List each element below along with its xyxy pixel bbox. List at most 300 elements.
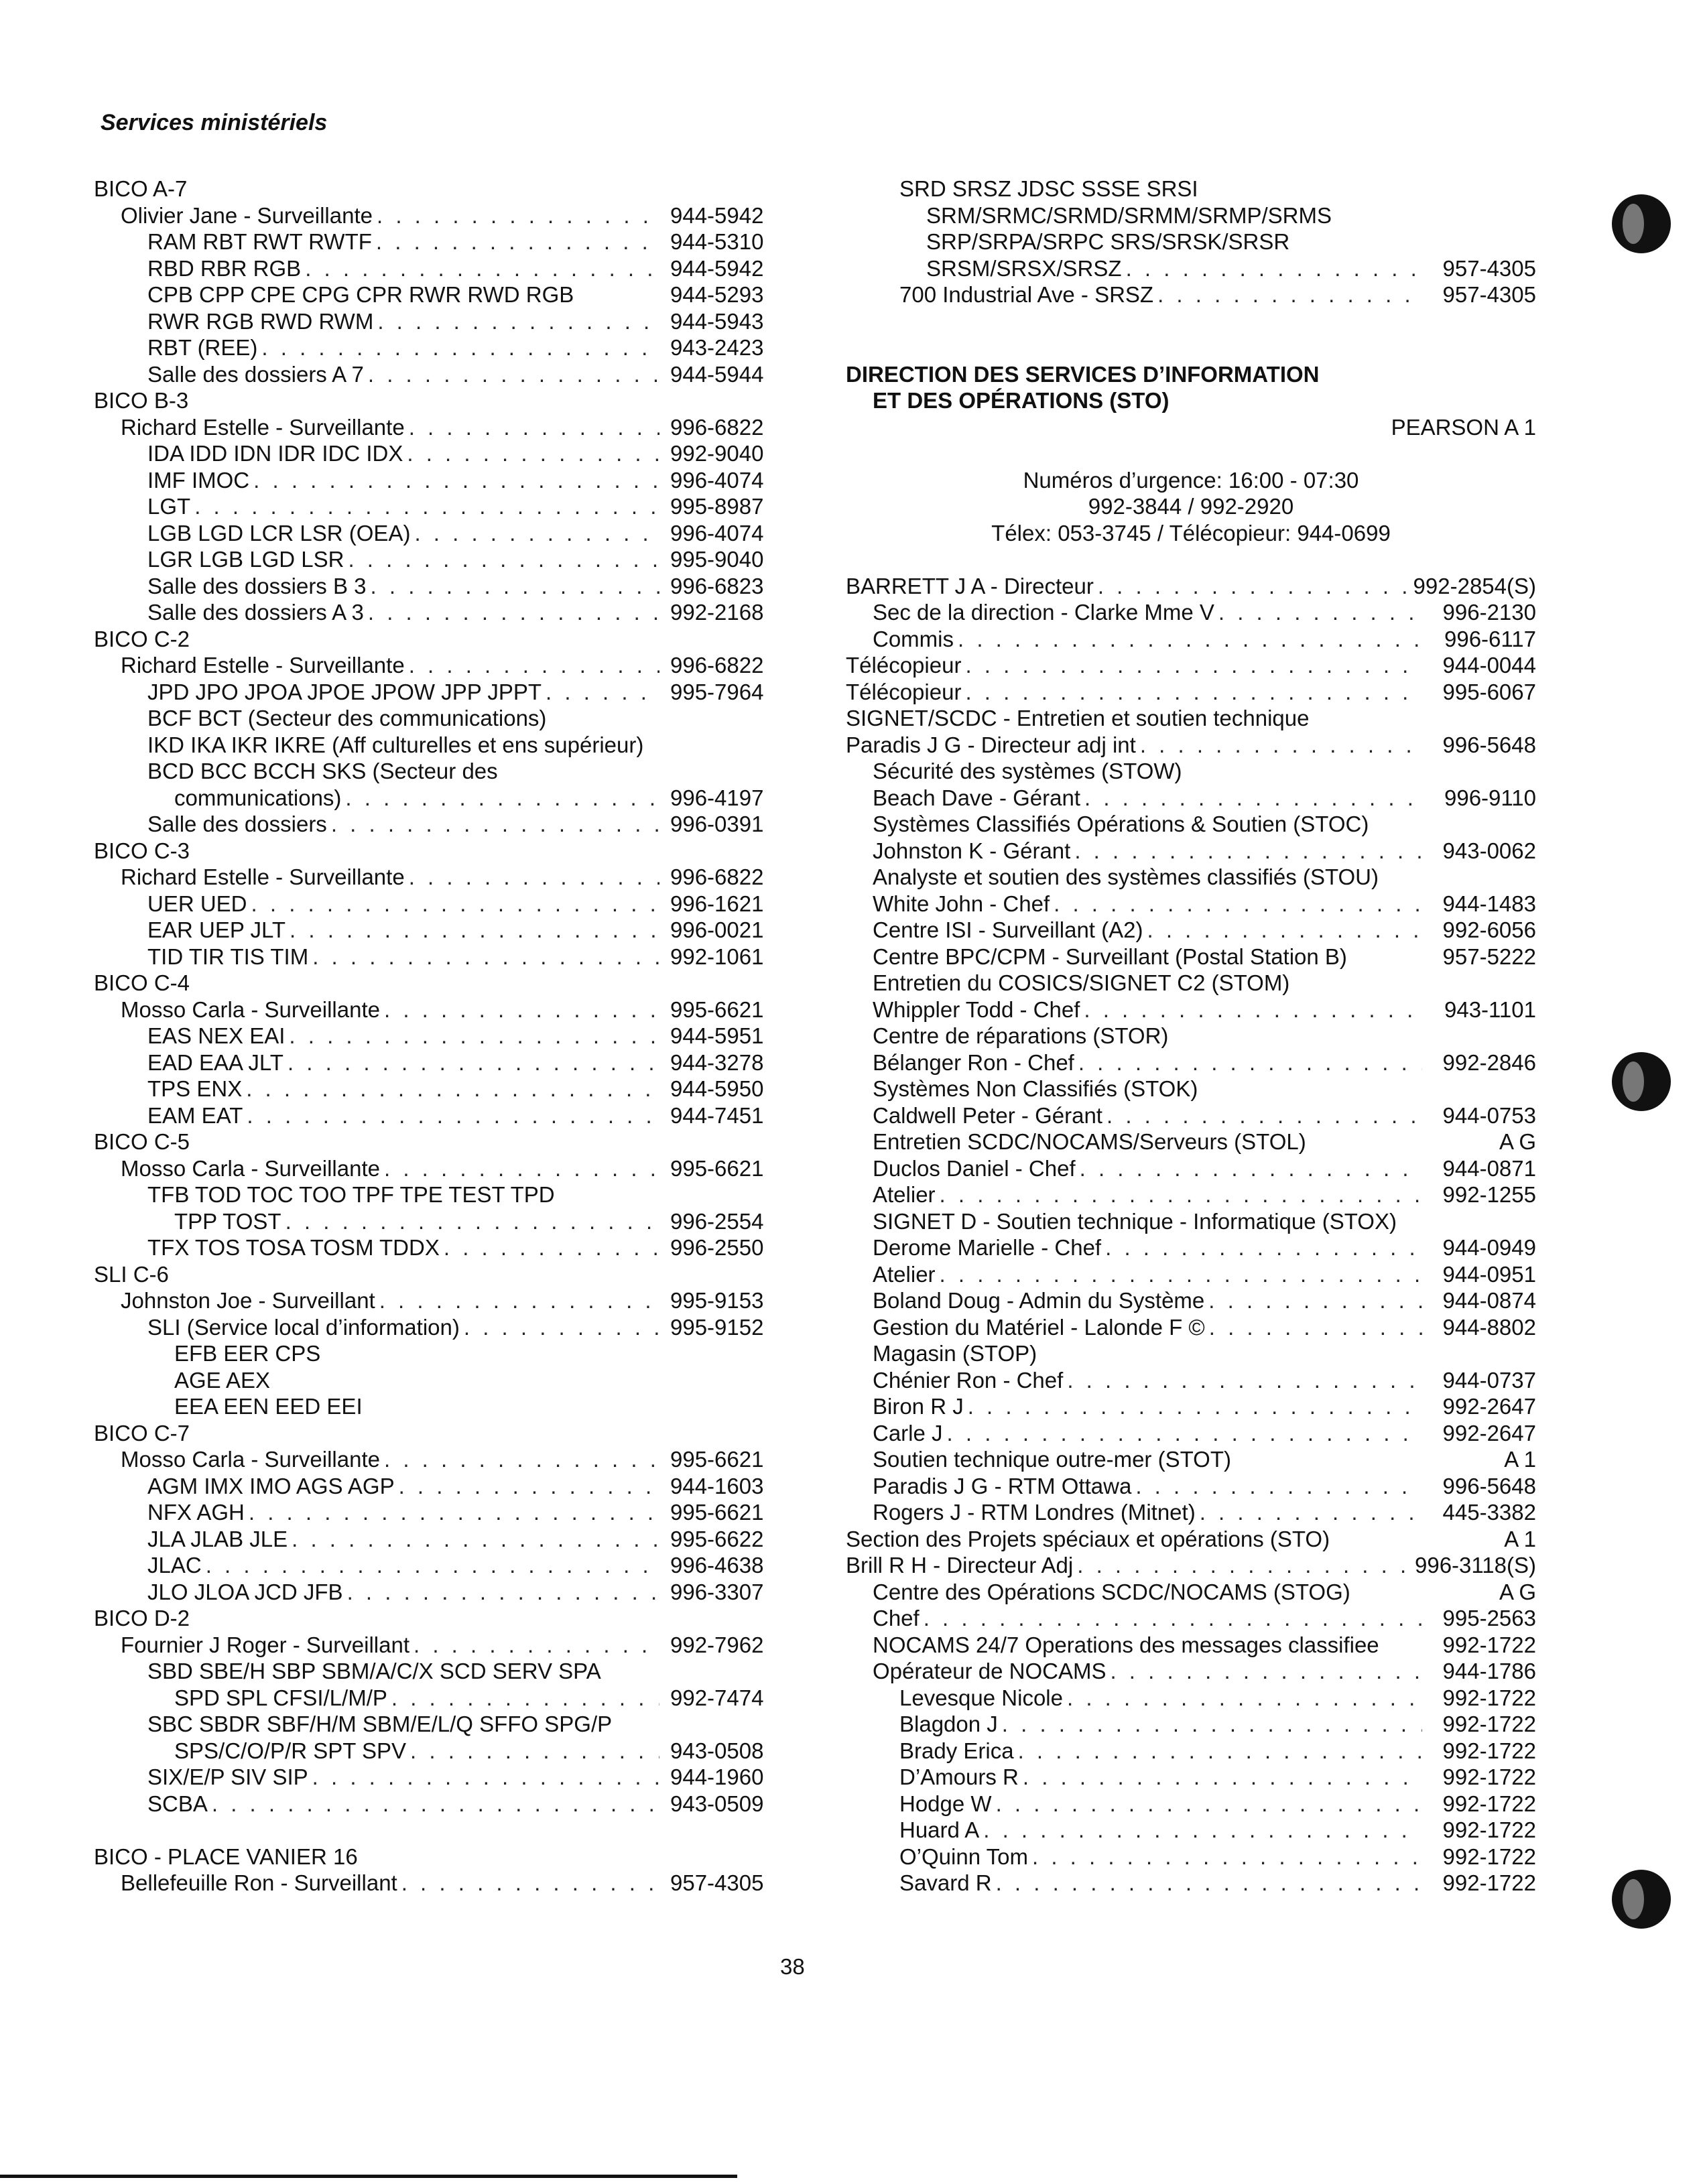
leader-dots — [1067, 1685, 1422, 1712]
leader-dots — [1080, 1155, 1422, 1182]
directory-row — [94, 1234, 784, 1261]
entry-label: NOCAMS 24/7 Operations des messages classifiee — [873, 1632, 1379, 1657]
entry-label: SBD SBE/H SBP SBM/A/C/X SCD SERV SPA — [147, 1659, 601, 1683]
leader-dots — [251, 891, 659, 917]
entry-label: TID TIR TIS TIM — [147, 944, 309, 969]
entry-phone-number: 996-2554 — [670, 1208, 764, 1234]
directory-row — [94, 1208, 784, 1235]
directory-row — [846, 493, 1536, 520]
entry-phone-number: 992-2647 — [1442, 1394, 1536, 1419]
directory-row — [846, 1870, 1536, 1897]
directory-row — [94, 652, 784, 679]
directory-row — [846, 1129, 1536, 1155]
leader-dots — [288, 1049, 659, 1076]
entry-phone-number: 944-1483 — [1442, 891, 1536, 916]
entry-label: SPD SPL CFSI/L/M/P — [174, 1685, 387, 1710]
leader-dots — [253, 467, 659, 494]
directory-row — [94, 811, 784, 838]
entry-phone-number: 957-5222 — [1442, 944, 1536, 969]
entry-phone-number: 957-4305 — [670, 1870, 764, 1895]
directory-row — [94, 1632, 784, 1659]
entry-label: JLA JLAB JLE — [147, 1526, 288, 1551]
directory-row — [94, 334, 784, 361]
directory-row — [846, 387, 1536, 414]
entry-label: communications) — [174, 785, 342, 810]
directory-row — [94, 1393, 784, 1420]
directory-row — [94, 255, 784, 282]
leader-dots — [1067, 1367, 1422, 1394]
leader-dots — [924, 1605, 1422, 1632]
entry-phone-number: 944-0949 — [1442, 1235, 1536, 1260]
directory-row — [846, 1526, 1536, 1553]
directory-row — [846, 176, 1536, 202]
entry-label: Bélanger Ron - Chef — [873, 1049, 1074, 1075]
leader-dots — [331, 811, 659, 838]
directory-row — [846, 1314, 1536, 1341]
entry-label: Fournier J Roger - Surveillant — [121, 1632, 409, 1657]
directory-row — [846, 1049, 1536, 1076]
entry-label: RAM RBT RWT RWTF — [147, 229, 372, 254]
entry-label: Brady Erica — [899, 1738, 1014, 1763]
directory-row — [846, 1579, 1536, 1606]
directory-row — [94, 308, 784, 335]
leader-dots — [1077, 1552, 1408, 1579]
directory-row — [94, 1446, 784, 1473]
entry-label: AGM IMX IMO AGS AGP — [147, 1473, 395, 1498]
directory-row — [94, 202, 784, 229]
entry-label: Bellefeuille Ron - Surveillant — [121, 1870, 397, 1895]
entry-label: BICO C-5 — [94, 1129, 190, 1154]
directory-row — [846, 1632, 1536, 1659]
leader-dots — [464, 1314, 659, 1341]
entry-phone-number: 944-0871 — [1442, 1155, 1536, 1181]
entry-phone-number: 992-1722 — [1442, 1791, 1536, 1816]
leader-dots — [410, 1738, 659, 1764]
leader-dots — [305, 255, 659, 282]
entry-label: IDA IDD IDN IDR IDC IDX — [147, 441, 403, 466]
directory-row — [846, 229, 1536, 255]
entry-label: Paradis J G - Directeur adj int — [846, 732, 1136, 757]
leader-dots — [376, 229, 659, 255]
directory-row — [94, 1049, 784, 1076]
entry-label: JPD JPO JPOA JPOE JPOW JPP JPPT — [147, 679, 542, 704]
directory-row — [846, 1791, 1536, 1817]
entry-phone-number: 996-0021 — [670, 917, 764, 942]
directory-row — [94, 1499, 784, 1526]
entry-phone-number: 996-3307 — [670, 1579, 764, 1604]
directory-row — [94, 1579, 784, 1606]
entry-phone-number: 996-6823 — [670, 573, 764, 598]
entry-label: EAS NEX EAI — [147, 1023, 286, 1048]
directory-row — [846, 997, 1536, 1023]
directory-row — [846, 732, 1536, 759]
directory-row — [846, 1261, 1536, 1288]
leader-dots — [1018, 1738, 1422, 1764]
entry-phone-number: 996-9110 — [1444, 785, 1536, 810]
entry-label: 700 Industrial Ave - SRSZ — [899, 282, 1154, 307]
entry-label: CPB CPP CPE CPG CPR RWR RWD RGB — [147, 282, 574, 307]
directory-row — [94, 891, 784, 917]
leader-dots — [1209, 1314, 1422, 1341]
directory-row — [94, 1817, 784, 1844]
leader-dots — [384, 1446, 659, 1473]
entry-phone-number: 944-1603 — [670, 1473, 764, 1498]
entry-phone-number: 992-1722 — [1442, 1870, 1536, 1895]
directory-row — [94, 520, 784, 547]
leader-dots — [414, 520, 659, 547]
leader-dots — [409, 652, 659, 679]
entry-label: AGE AEX — [174, 1367, 271, 1393]
leader-dots — [1135, 1473, 1422, 1500]
entry-label: Entretien SCDC/NOCAMS/Serveurs (STOL) — [873, 1129, 1306, 1154]
entry-phone-number: 996-6822 — [670, 414, 764, 440]
leader-dots — [958, 626, 1422, 653]
entry-phone-number: 995-6622 — [670, 1526, 764, 1551]
leader-dots — [996, 1791, 1422, 1817]
directory-row — [846, 440, 1536, 467]
entry-phone-number: 992-9040 — [670, 441, 764, 466]
entry-phone-number: 445-3382 — [1442, 1500, 1536, 1525]
directory-row — [94, 414, 784, 441]
directory-row — [94, 387, 784, 414]
entry-phone-number: 996-4197 — [670, 785, 764, 810]
directory-row — [94, 546, 784, 573]
leader-dots — [312, 944, 659, 970]
entry-label: TFX TOS TOSA TOSM TDDX — [147, 1235, 440, 1260]
entry-label: Johnston Joe - Surveillant — [121, 1288, 375, 1313]
directory-row — [846, 573, 1536, 600]
entry-label: Section des Projets spéciaux et opérations (STO) — [846, 1526, 1330, 1551]
entry-phone-number: 995-6067 — [1442, 679, 1536, 704]
entry-label: EAR UEP JLT — [147, 917, 286, 942]
directory-row — [94, 970, 784, 997]
directory-row — [846, 1658, 1536, 1685]
entry-label: RBT (REE) — [147, 335, 258, 360]
directory-row — [94, 1181, 784, 1208]
leader-dots — [1105, 1234, 1422, 1261]
entry-phone-number: 957-4305 — [1442, 282, 1536, 307]
entry-phone-number: 944-7451 — [670, 1102, 764, 1128]
entry-phone-number: 992-2647 — [1442, 1420, 1536, 1446]
entry-label: Levesque Nicole — [899, 1685, 1063, 1710]
left-directory-column — [94, 176, 784, 1897]
entry-label: Boland Doug - Admin du Système — [873, 1288, 1205, 1313]
directory-row — [94, 1155, 784, 1182]
entry-label: SLI (Service local d’information) — [147, 1314, 460, 1340]
directory-row — [94, 1791, 784, 1817]
entry-phone-number: 996-0391 — [670, 812, 764, 836]
entry-label: SIX/E/P SIV SIP — [147, 1764, 308, 1789]
directory-row — [94, 599, 784, 626]
leader-dots — [1107, 1102, 1422, 1129]
entry-phone-number: 992-1722 — [1442, 1712, 1536, 1736]
entry-label: BICO C-4 — [94, 970, 190, 995]
leader-dots — [401, 1870, 659, 1897]
entry-label: NFX AGH — [147, 1500, 245, 1525]
directory-row — [846, 599, 1536, 626]
entry-label: RWR RGB RWD RWM — [147, 308, 374, 334]
entry-label: Richard Estelle - Surveillante — [121, 653, 405, 678]
leader-dots — [247, 1102, 659, 1129]
entry-label: Systèmes Classifiés Opérations & Soutien (STOC) — [873, 812, 1369, 836]
entry-label: JLAC — [147, 1553, 202, 1578]
directory-row — [846, 1711, 1536, 1738]
directory-row — [94, 679, 784, 706]
directory-row — [94, 785, 784, 812]
entry-label: Télécopieur — [846, 653, 962, 678]
directory-row — [94, 1102, 784, 1129]
leader-dots — [246, 1076, 659, 1102]
entry-phone-number: A 1 — [1504, 1447, 1536, 1472]
entry-phone-number: 996-3118(S) — [1414, 1553, 1536, 1578]
entry-label: Beach Dave - Gérant — [873, 785, 1080, 810]
directory-row — [846, 811, 1536, 838]
leader-dots — [968, 1393, 1422, 1420]
directory-row — [846, 255, 1536, 282]
directory-row — [846, 1685, 1536, 1712]
entry-phone-number: 957-4305 — [1442, 255, 1536, 281]
leader-dots — [348, 546, 659, 573]
directory-row — [94, 1844, 784, 1870]
leader-dots — [371, 573, 659, 600]
leader-dots — [965, 679, 1422, 706]
entry-phone-number: 996-1621 — [670, 891, 764, 916]
entry-phone-number: A G — [1499, 1129, 1536, 1154]
directory-row — [846, 1234, 1536, 1261]
entry-phone-number: 943-0508 — [670, 1738, 764, 1763]
directory-row — [846, 361, 1536, 388]
entry-label: Mosso Carla - Surveillante — [121, 1155, 380, 1181]
directory-row — [94, 573, 784, 600]
directory-row — [846, 1605, 1536, 1632]
directory-row — [94, 1473, 784, 1500]
directory-row — [94, 1605, 784, 1632]
directory-row — [846, 1817, 1536, 1844]
entry-label: Richard Estelle - Surveillante — [121, 414, 405, 440]
directory-row — [94, 1711, 784, 1738]
entry-phone-number: 996-2130 — [1442, 600, 1536, 625]
leader-dots — [1032, 1844, 1422, 1870]
entry-phone-number: 944-0874 — [1442, 1288, 1536, 1313]
entry-label: EAD EAA JLT — [147, 1049, 283, 1075]
entry-label: UER UED — [147, 891, 247, 916]
directory-row — [94, 1287, 784, 1314]
leader-dots — [384, 1155, 659, 1182]
entry-label: SPS/C/O/P/R SPT SPV — [174, 1738, 407, 1763]
entry-label: Centre de réparations (STOR) — [873, 1023, 1169, 1048]
directory-row — [846, 705, 1536, 732]
directory-row — [94, 361, 784, 388]
leader-dots — [347, 1579, 659, 1606]
directory-row — [846, 1340, 1536, 1367]
leader-dots — [965, 652, 1422, 679]
entry-phone-number: 995-8987 — [670, 494, 764, 519]
entry-phone-number: 992-1722 — [1442, 1844, 1536, 1869]
entry-label: Télécopieur — [846, 679, 962, 704]
entry-phone-number: 995-2563 — [1442, 1606, 1536, 1630]
entry-phone-number: 996-4074 — [670, 467, 764, 493]
leader-dots — [289, 1023, 659, 1049]
directory-row — [846, 1155, 1536, 1182]
directory-row — [94, 864, 784, 891]
leader-dots — [1098, 573, 1407, 600]
entry-label: SLI C-6 — [94, 1261, 169, 1287]
entry-phone-number: A 1 — [1504, 1526, 1536, 1551]
directory-row — [94, 917, 784, 944]
leader-dots — [206, 1552, 659, 1579]
directory-row — [846, 970, 1536, 997]
entry-phone-number: 944-1786 — [1442, 1659, 1536, 1683]
entry-label: Paradis J G - RTM Ottawa — [873, 1473, 1132, 1498]
leader-dots — [249, 1499, 659, 1526]
leader-dots — [261, 334, 659, 361]
entry-phone-number: 992-2168 — [670, 600, 764, 625]
entry-phone-number: 992-6056 — [1442, 917, 1536, 942]
entry-phone-number: 944-5942 — [670, 202, 764, 228]
leader-dots — [377, 308, 659, 335]
entry-label: Entretien du COSICS/SIGNET C2 (STOM) — [873, 970, 1290, 995]
entry-label: EFB EER CPS — [174, 1341, 321, 1366]
binder-hole-middle — [1612, 1052, 1671, 1111]
entry-label: Gestion du Matériel - Lalonde F © — [873, 1314, 1205, 1340]
directory-row — [846, 334, 1536, 361]
leader-dots — [377, 202, 659, 229]
leader-dots — [391, 1685, 659, 1712]
entry-label: Analyste et soutien des systèmes classifiés (STOU) — [873, 864, 1379, 889]
entry-phone-number: 996-5648 — [1442, 732, 1536, 757]
directory-row — [94, 705, 784, 732]
entry-label: JLO JLOA JCD JFB — [147, 1579, 343, 1604]
entry-label: Biron R J — [873, 1394, 964, 1419]
leader-dots — [290, 917, 659, 944]
entry-label: TPS ENX — [147, 1076, 243, 1101]
entry-label: Whippler Todd - Chef — [873, 997, 1080, 1022]
directory-row — [94, 1261, 784, 1288]
directory-row — [94, 281, 784, 308]
entry-phone-number: 995-9152 — [670, 1314, 764, 1340]
leader-dots — [286, 1208, 659, 1235]
scan-edge-line — [0, 2175, 737, 2178]
entry-phone-number: 995-6621 — [670, 1447, 764, 1472]
directory-row — [846, 308, 1536, 335]
entry-label: Opérateur de NOCAMS — [873, 1659, 1107, 1683]
entry-label: Mosso Carla - Surveillante — [121, 997, 380, 1022]
entry-phone-number: 992-2854(S) — [1413, 573, 1536, 598]
entry-phone-number: 944-5943 — [670, 308, 764, 334]
directory-row — [846, 1287, 1536, 1314]
leader-dots — [409, 414, 659, 441]
entry-label: IKD IKA IKR IKRE (Aff culturelles et ens supérieur) — [147, 732, 644, 757]
directory-row — [846, 1844, 1536, 1870]
leader-dots — [399, 1473, 659, 1500]
directory-row — [94, 1314, 784, 1341]
entry-label: BARRETT J A - Directeur — [846, 573, 1094, 598]
leader-dots — [384, 997, 659, 1023]
directory-row — [94, 1076, 784, 1102]
directory-row — [846, 1499, 1536, 1526]
entry-label: Salle des dossiers — [147, 812, 327, 836]
entry-label: Chef — [873, 1606, 920, 1630]
entry-phone-number: 944-5951 — [670, 1023, 764, 1048]
leader-dots — [1002, 1711, 1422, 1738]
entry-phone-number: 995-7964 — [670, 679, 764, 704]
entry-phone-number: 943-0062 — [1442, 838, 1536, 863]
entry-label: Rogers J - RTM Londres (Mitnet) — [873, 1500, 1196, 1525]
leader-dots — [546, 679, 659, 706]
entry-phone-number: 944-0753 — [1442, 1102, 1536, 1128]
entry-label: LGR LGB LGD LSR — [147, 547, 344, 572]
leader-dots — [1126, 255, 1422, 282]
entry-label: Sec de la direction - Clarke Mme V — [873, 600, 1214, 625]
directory-row — [94, 1420, 784, 1447]
directory-row — [846, 1393, 1536, 1420]
entry-phone-number: 944-0044 — [1442, 653, 1536, 678]
entry-label: BICO - PLACE VANIER 16 — [94, 1844, 358, 1869]
entry-label: SRSM/SRSX/SRSZ — [926, 255, 1122, 281]
entry-phone-number: 944-0951 — [1442, 1261, 1536, 1287]
directory-row — [94, 997, 784, 1023]
leader-dots — [1084, 997, 1422, 1023]
entry-label: Derome Marielle - Chef — [873, 1235, 1102, 1260]
entry-phone-number: 992-1722 — [1442, 1738, 1536, 1763]
entry-phone-number: 943-0509 — [670, 1791, 764, 1816]
entry-label: Télex: 053-3745 / Télécopieur: 944-0699 — [991, 520, 1391, 545]
directory-row — [846, 414, 1536, 441]
directory-row — [846, 758, 1536, 785]
entry-label: Savard R — [899, 1870, 992, 1895]
directory-row — [846, 652, 1536, 679]
entry-label: BICO C-2 — [94, 626, 190, 651]
leader-dots — [1208, 1287, 1422, 1314]
directory-row — [846, 864, 1536, 891]
entry-label: White John - Chef — [873, 891, 1050, 916]
leader-dots — [1200, 1499, 1422, 1526]
entry-label: TFB TOD TOC TOO TPF TPE TEST TPD — [147, 1182, 555, 1207]
directory-row — [846, 1764, 1536, 1791]
leader-dots — [983, 1817, 1422, 1844]
entry-label: BICO C-3 — [94, 838, 190, 863]
entry-phone-number: 944-5944 — [670, 361, 764, 387]
entry-label: Sécurité des systèmes (STOW) — [873, 759, 1182, 783]
entry-label: Hodge W — [899, 1791, 992, 1816]
directory-row — [94, 732, 784, 759]
entry-label: BCD BCC BCCH SKS (Secteur des — [147, 759, 498, 783]
directory-row — [846, 281, 1536, 308]
directory-row — [846, 1552, 1536, 1579]
entry-label: EAM EAT — [147, 1102, 243, 1128]
entry-label: Salle des dossiers B 3 — [147, 573, 367, 598]
entry-phone-number: 992-1722 — [1442, 1817, 1536, 1842]
right-directory-column — [846, 176, 1536, 1897]
directory-row — [846, 202, 1536, 229]
entry-phone-number: 944-5950 — [670, 1076, 764, 1101]
directory-row — [94, 1685, 784, 1712]
entry-label: Carle J — [873, 1420, 943, 1446]
entry-label: BICO C-7 — [94, 1420, 190, 1446]
entry-label: Atelier — [873, 1182, 936, 1207]
directory-row — [94, 493, 784, 520]
leader-dots — [414, 1632, 659, 1659]
directory-row — [846, 626, 1536, 653]
entry-label: PEARSON A 1 — [1391, 414, 1536, 440]
entry-phone-number: 996-6822 — [670, 653, 764, 678]
entry-label: O’Quinn Tom — [899, 1844, 1028, 1869]
directory-row — [94, 838, 784, 864]
leader-dots — [368, 361, 659, 388]
entry-phone-number: 995-6621 — [670, 997, 764, 1022]
entry-label: Centre BPC/CPM - Surveillant (Postal Station B) — [873, 944, 1347, 969]
entry-phone-number: 995-6621 — [670, 1500, 764, 1525]
